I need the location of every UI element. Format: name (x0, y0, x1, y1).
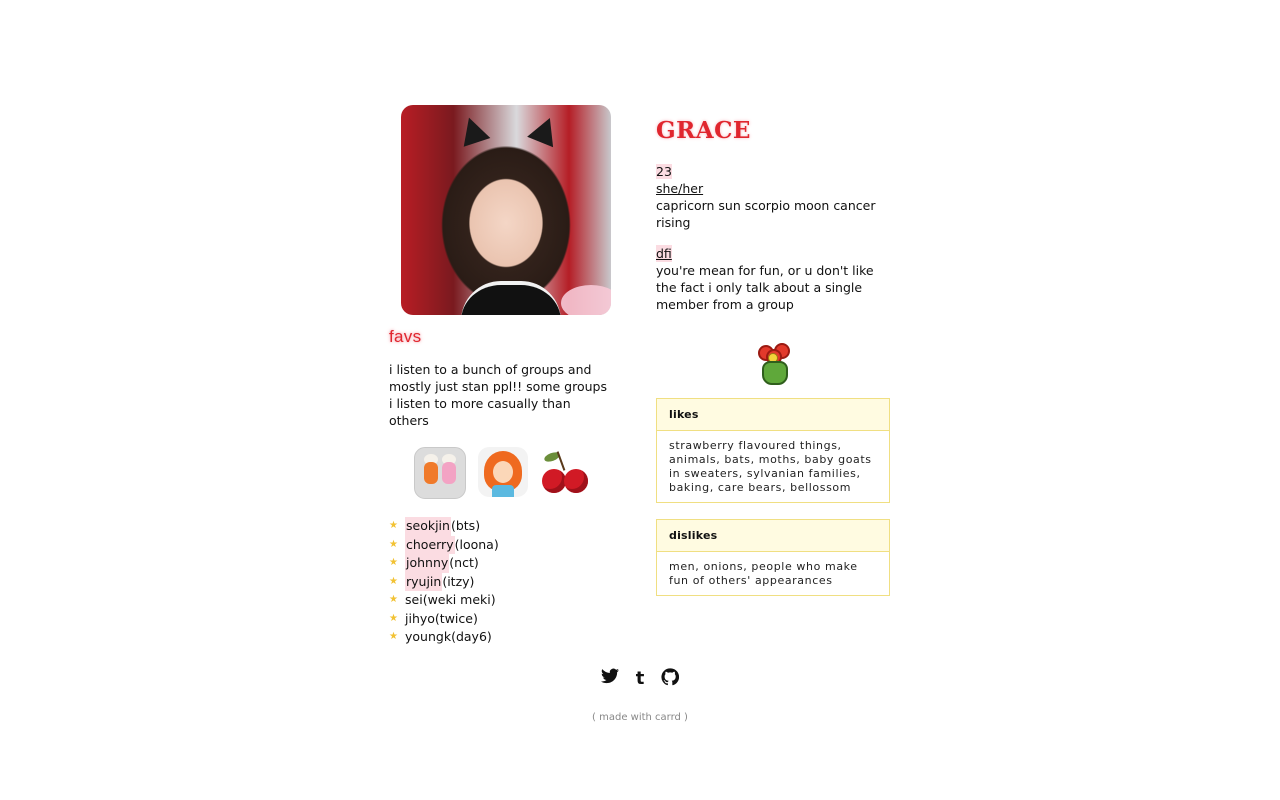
dfi-label: dfi (656, 246, 672, 261)
list-item (389, 554, 614, 573)
fav-name: ryujin (405, 573, 442, 592)
fav-group: (bts) (450, 518, 481, 533)
fav-name: choerry (405, 536, 455, 555)
photo-shirt (461, 281, 561, 315)
dislikes-text: men, onions, people who make fun of others' appearances (669, 560, 858, 587)
photo-pink-glow (561, 285, 611, 315)
fav-name: jihyo (405, 610, 435, 626)
bellossom-sprite-icon (754, 343, 792, 383)
fav-group: (nct) (449, 555, 479, 570)
social-links (0, 668, 1280, 690)
twitter-icon[interactable] (600, 668, 620, 690)
list-item (389, 573, 614, 592)
fav-group: (twice) (434, 610, 478, 626)
star-icon: ★ (389, 612, 398, 624)
fav-name: johnny (405, 554, 449, 573)
favs-description: i listen to a bunch of groups and mostly just stan ppl!! some groups i listen to more casually than others (389, 362, 607, 428)
cherries-icon (540, 447, 590, 497)
astrology: capricorn sun scorpio moon cancer rising (656, 198, 876, 230)
list-item (389, 591, 614, 610)
sylvanian-mice-icon (414, 447, 466, 499)
list-item (389, 536, 614, 555)
likes-title: likes (657, 399, 889, 431)
left-column (389, 105, 614, 647)
dislikes-box (656, 519, 890, 596)
star-icon: ★ (389, 594, 398, 605)
fav-group: (loona) (454, 536, 499, 552)
favs-title: favs (389, 327, 422, 346)
favs-list (389, 517, 614, 647)
page-title: GRACE (656, 117, 751, 144)
pronouns: she/her (656, 181, 704, 196)
fav-name: seokjin (405, 517, 451, 536)
footer-made-with[interactable]: ( made with carrd ) (592, 712, 688, 723)
fav-name: youngk (405, 629, 452, 644)
bat-ear-right (527, 113, 563, 148)
github-icon[interactable] (660, 668, 680, 690)
age: 23 (656, 164, 672, 179)
fav-group: (weki meki) (422, 592, 496, 607)
list-item (389, 628, 614, 647)
profile-info (656, 163, 890, 231)
star-icon: ★ (389, 575, 398, 587)
tumblr-icon[interactable]: t (635, 668, 645, 689)
dfi-text: you're mean for fun, or u don't like the fact i only talk about a single member from a group (656, 263, 874, 312)
star-icon: ★ (389, 557, 398, 568)
list-item (389, 610, 614, 629)
bloom-winx-icon (478, 447, 528, 497)
bat-ear-left (456, 113, 491, 146)
right-column (656, 105, 890, 596)
list-item (389, 517, 614, 536)
fav-group: (itzy) (442, 573, 475, 589)
favs-icons-row (389, 447, 614, 499)
fav-name: sei (405, 592, 423, 607)
likes-text: strawberry flavoured things, animals, bats, moths, baby goats in sweaters, sylvanian families, baking, care bears, bellossom (669, 439, 872, 494)
likes-box (656, 398, 890, 503)
dislikes-title: dislikes (657, 520, 889, 552)
profile-photo (401, 105, 611, 315)
star-icon: ★ (389, 520, 398, 531)
fav-group: (day6) (451, 629, 492, 644)
star-icon: ★ (389, 538, 398, 550)
star-icon: ★ (389, 631, 398, 642)
